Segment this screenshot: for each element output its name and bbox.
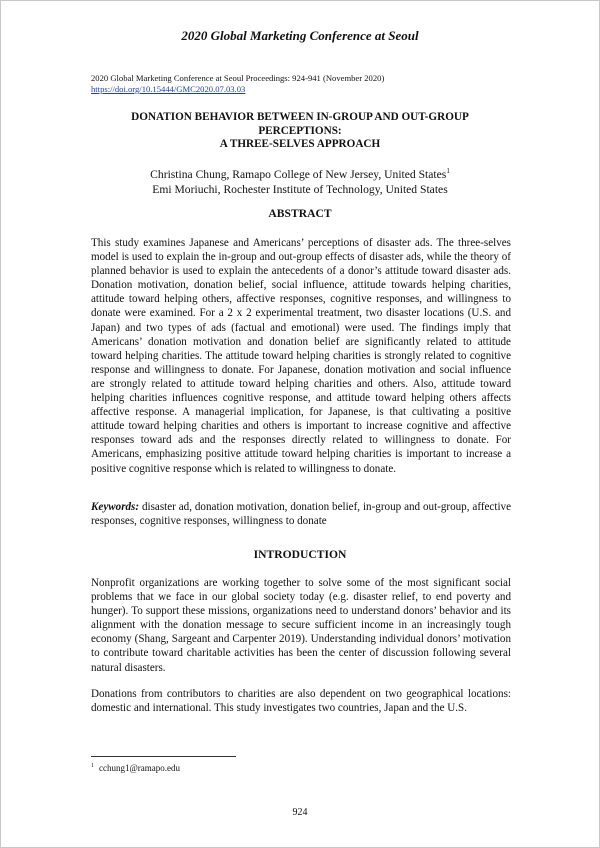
introduction-paragraph-2: Donations from contributors to charities are also dependent on two geographical locations: domestic and international. This study investigates two countries, Japan and the U.S. [91, 688, 511, 715]
footnote-mark: 1 [91, 763, 94, 769]
keywords-paragraph [91, 500, 511, 528]
abstract-heading: ABSTRACT [268, 207, 332, 220]
paper-title [90, 111, 510, 152]
footnote [91, 763, 180, 773]
author-block [90, 164, 510, 197]
introduction-paragraph-1: Nonprofit organizations are working together to solve some of the most significant social problems that we face in our global society today (e.g. disaster relief, to end poverty and hunger). To support these missions, organizations need to understand donors’ behavior and its alignment with the donation message to secure sufficient income in an increasingly tough economy (Shang, Sargeant and Carpenter 2019). Understanding individual donors’ motivation to contribute toward charitable activities has been the center of discussion following several natural disasters. [91, 577, 511, 674]
proceedings-info [91, 73, 384, 95]
keywords-label: Keywords: [91, 501, 140, 513]
proceedings-citation: 2020 Global Marketing Conference at Seoul Proceedings: 924-941 (November 2020) [91, 73, 385, 83]
page-number: 924 [292, 807, 308, 818]
author-1-name: Christina Chung, Ramapo College of New Jersey, United States [150, 167, 447, 181]
title-line-1: DONATION BEHAVIOR BETWEEN IN-GROUP AND OUT-GROUP [131, 111, 469, 123]
introduction-heading: INTRODUCTION [253, 548, 347, 561]
author-1 [90, 164, 510, 182]
keywords-list: disaster ad, donation motivation, donation belief, in-group and out-group, affective responses, cognitive responses, willingness to donate [91, 501, 511, 528]
title-line-2: PERCEPTIONS: [258, 124, 342, 137]
title-line-3: A THREE-SELVES APPROACH [219, 138, 381, 150]
doi-link[interactable]: https://doi.org/10.15444/GMC2020.07.03.03 [91, 84, 246, 94]
author-2: Emi Moriuchi, Rochester Institute of Technology, United States [152, 182, 448, 196]
footnote-divider [91, 756, 236, 757]
running-header: 2020 Global Marketing Conference at Seoul [181, 28, 419, 43]
abstract-text: This study examines Japanese and Americans’ perceptions of disaster ads. The three-selves model is used to explain the in-group and out-group effects of disaster ads, while the theory of planned behavior is used to explain the antecedents of a donor’s attitude toward disaster ads. Donation motivation, donation belief, social influence, attitude towards helping charities, attitude toward helping others, affective responses, cognitive responses, and willingness to donate were examined. For a 2 x 2 experimental treatment, two disaster locations (U.S. and Japan) and two types of ads (factual and emotional) were used. The findings imply that Americans’ donation motivation and donation belief are significantly related to attitude toward helping charities. The attitude toward helping charities is strongly related to cognitive response and willingness to donate. For Japanese, donation motivation and social influence are strongly related to attitude toward helping charities and others. Also, attitude toward helping charities influences cognitive response, and attitude toward helping others affects affective response. A managerial implication, for Japanese, is that cultivating a positive attitude toward helping charities and others is important to increase cognitive and affective responses toward ads and the responses directly related to willingness to donate. For Americans, emphasizing positive attitude toward helping charities is important to increase a positive cognitive response which is related to willingness to donate. [91, 237, 511, 475]
footnote-email[interactable]: cchung1@ramapo.edu [99, 763, 181, 773]
author-1-footnote-mark[interactable]: 1 [446, 167, 450, 175]
